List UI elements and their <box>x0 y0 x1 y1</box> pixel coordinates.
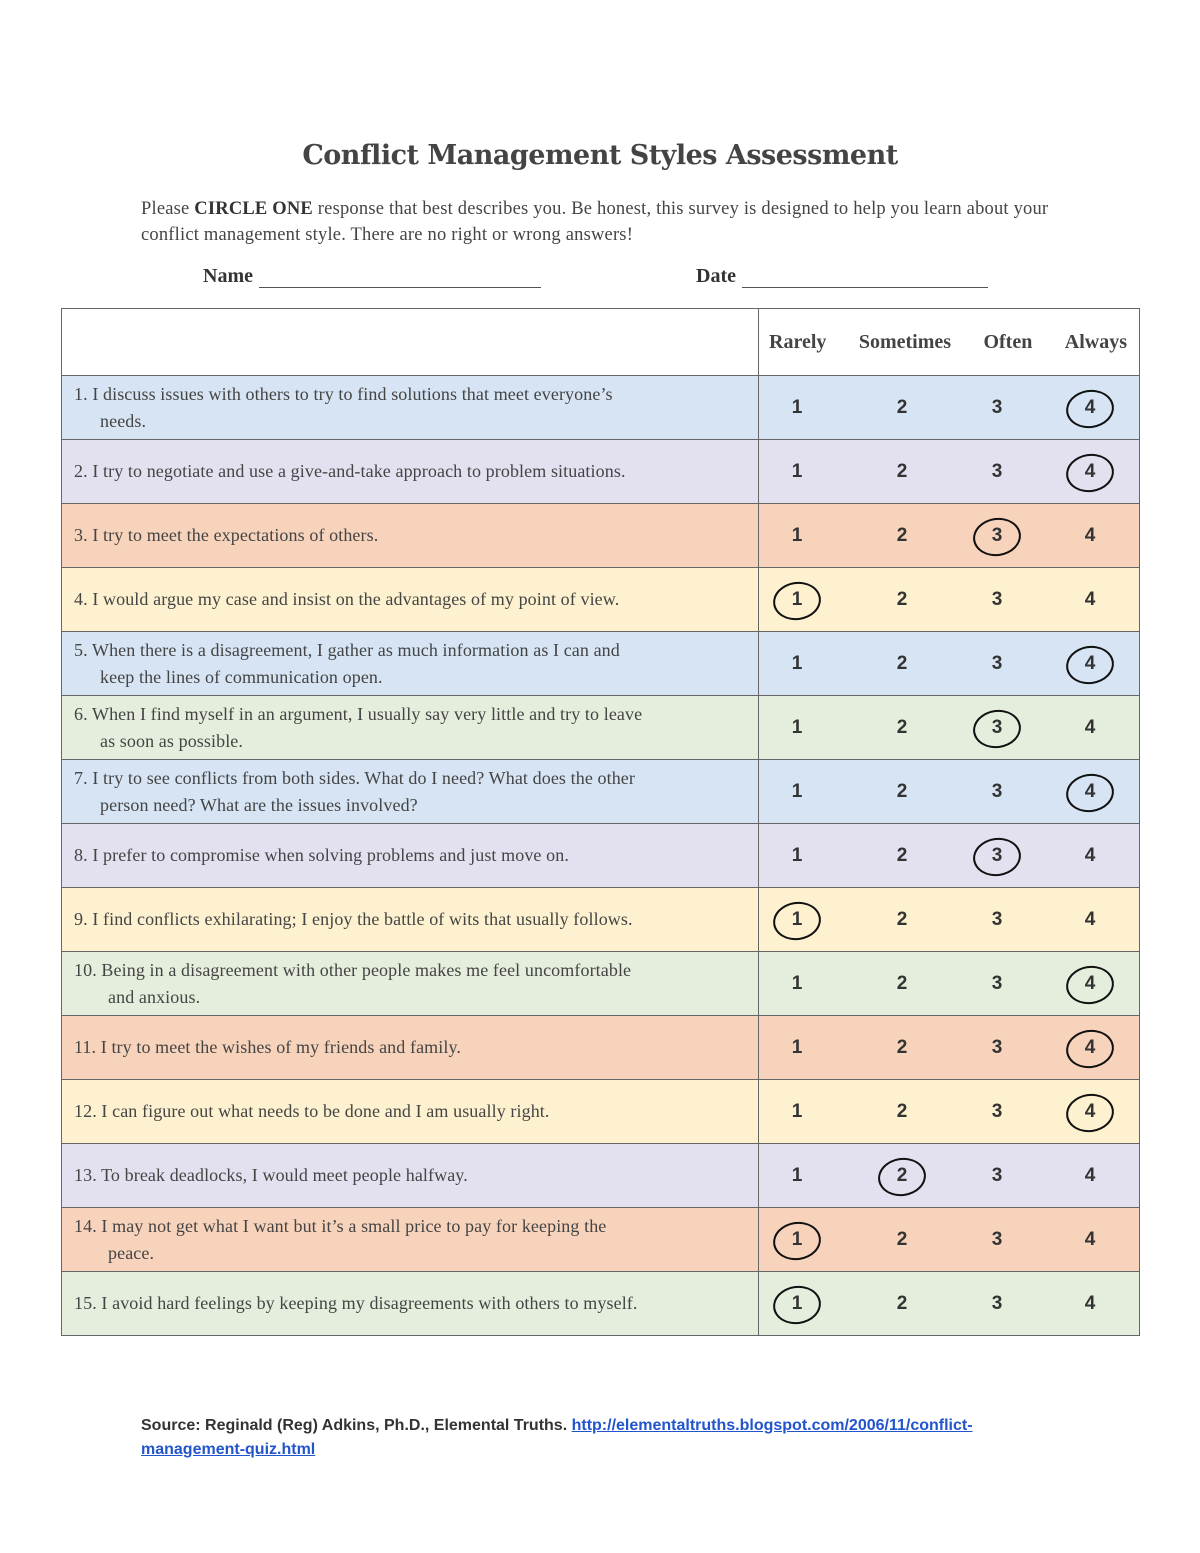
statement-text <box>74 525 378 545</box>
response-value: 3 <box>991 1100 1003 1122</box>
response-option-1[interactable] <box>759 1028 835 1068</box>
option-header-rarely: Rarely <box>769 330 827 353</box>
table-row <box>62 376 1140 440</box>
response-option-3[interactable] <box>969 1028 1025 1068</box>
response-option-4[interactable] <box>1025 516 1155 556</box>
statement-number: 15. <box>74 1293 97 1313</box>
response-value: 2 <box>896 460 908 482</box>
statement-line1: When I find myself in an argument, I usually say very little and try to leave <box>91 703 643 724</box>
response-value: 3 <box>991 908 1003 930</box>
response-value: 1 <box>791 460 803 482</box>
response-value: 4 <box>1084 1292 1096 1314</box>
response-option-3[interactable] <box>969 388 1025 428</box>
response-option-4[interactable] <box>1025 644 1155 684</box>
response-option-2[interactable] <box>835 1092 969 1132</box>
response-value: 4 <box>1084 1036 1096 1058</box>
hand-drawn-circle-mark <box>1064 450 1117 494</box>
hand-drawn-circle-mark <box>1064 1026 1117 1070</box>
response-value: 2 <box>896 716 908 738</box>
name-field[interactable] <box>203 265 541 288</box>
statement-cell <box>62 952 759 1016</box>
response-option-3[interactable] <box>969 772 1025 812</box>
statement-text <box>74 589 619 609</box>
statement-line1: I try to see conflicts from both sides. What do I need? What does the other <box>92 767 635 788</box>
response-value: 4 <box>1084 908 1096 930</box>
response-value: 2 <box>896 1164 908 1186</box>
response-value: 1 <box>791 396 803 418</box>
hand-drawn-circle-mark <box>771 898 824 942</box>
statement-cell <box>62 568 759 632</box>
page-title: Conflict Management Styles Assessment <box>302 140 898 171</box>
intro-post: response that best describes you. Be honest, this survey is designed to help you learn about your conflict management style. There are no right or wrong answers! <box>141 199 1049 245</box>
response-value: 3 <box>991 1164 1003 1186</box>
response-option-2[interactable] <box>835 1284 969 1324</box>
assessment-table <box>61 308 1140 1336</box>
response-value: 2 <box>896 1100 908 1122</box>
response-value: 3 <box>991 1292 1003 1314</box>
statement-line1: I find conflicts exhilarating; I enjoy the battle of wits that usually follows. <box>92 909 633 929</box>
response-value: 4 <box>1084 524 1096 546</box>
response-option-3[interactable] <box>969 1220 1025 1260</box>
response-option-4[interactable] <box>1025 708 1155 748</box>
statement-cell <box>62 1016 759 1080</box>
response-value: 3 <box>991 460 1003 482</box>
date-label: Date <box>696 265 736 287</box>
response-option-1[interactable] <box>759 644 835 684</box>
response-cell <box>759 1272 1140 1336</box>
response-option-2[interactable] <box>835 580 969 620</box>
option-header-often: Often <box>983 330 1033 353</box>
response-value: 4 <box>1084 588 1096 610</box>
response-option-3[interactable] <box>969 516 1025 556</box>
response-value: 1 <box>791 1292 803 1314</box>
response-option-2[interactable] <box>835 772 969 812</box>
table-row <box>62 952 1140 1016</box>
response-option-4[interactable] <box>1025 1284 1155 1324</box>
statement-line1: I avoid hard feelings by keeping my disagreements with others to myself. <box>101 1293 638 1313</box>
statement-text <box>74 960 631 980</box>
response-option-4[interactable] <box>1025 964 1155 1004</box>
statement-cell <box>62 1208 759 1272</box>
date-field[interactable] <box>696 265 988 288</box>
response-value: 1 <box>791 588 803 610</box>
statement-text <box>74 768 635 788</box>
response-option-4[interactable] <box>1025 1092 1155 1132</box>
response-option-1[interactable] <box>759 1092 835 1132</box>
response-value: 1 <box>791 908 803 930</box>
response-option-4[interactable] <box>1025 836 1155 876</box>
hand-drawn-circle-mark <box>771 1218 824 1262</box>
statement-line1: I prefer to compromise when solving problems and just move on. <box>92 845 569 865</box>
hand-drawn-circle-mark <box>1064 962 1117 1006</box>
hand-drawn-circle-mark <box>971 834 1024 878</box>
response-value: 2 <box>896 1036 908 1058</box>
statement-text <box>74 1037 461 1057</box>
response-value: 1 <box>791 780 803 802</box>
statement-line1: I try to meet the expectations of others. <box>92 525 379 545</box>
response-value: 3 <box>991 588 1003 610</box>
response-option-3[interactable] <box>969 1092 1025 1132</box>
statement-cell <box>62 824 759 888</box>
statement-line2: needs. <box>100 410 147 431</box>
response-value: 4 <box>1084 652 1096 674</box>
statement-line1: I try to meet the wishes of my friends and family. <box>100 1037 461 1057</box>
statement-text <box>74 461 626 481</box>
response-option-4[interactable] <box>1025 452 1155 492</box>
statement-line2: peace. <box>108 1242 155 1263</box>
intro-pre: Please <box>141 199 195 219</box>
statement-cell <box>62 1080 759 1144</box>
statement-line2: and anxious. <box>108 986 201 1007</box>
response-option-2[interactable] <box>835 452 969 492</box>
response-value: 2 <box>896 972 908 994</box>
response-value: 2 <box>896 588 908 610</box>
response-option-4[interactable] <box>1025 772 1155 812</box>
statement-text <box>74 1165 468 1185</box>
statement-line1: I may not get what I want but it’s a small price to pay for keeping the <box>101 1215 607 1236</box>
response-option-2[interactable] <box>835 1028 969 1068</box>
option-header-sometimes: Sometimes <box>858 330 952 353</box>
response-cell <box>759 568 1140 632</box>
statement-number: 10. <box>74 959 97 980</box>
statement-text <box>74 1293 638 1313</box>
table-row <box>62 1080 1140 1144</box>
statement-cell <box>62 632 759 696</box>
response-option-2[interactable] <box>835 1156 969 1196</box>
hand-drawn-circle-mark <box>971 706 1024 750</box>
date-blank-line[interactable] <box>742 265 988 288</box>
response-option-2[interactable] <box>835 708 969 748</box>
response-value: 4 <box>1084 716 1096 738</box>
response-value: 3 <box>991 1228 1003 1250</box>
response-option-1[interactable] <box>759 388 835 428</box>
table-row <box>62 1016 1140 1080</box>
source-label: Source: Reginald (Reg) Adkins, Ph.D., Elemental Truths. <box>141 1417 572 1434</box>
option-header-always: Always <box>1064 330 1127 353</box>
response-option-2[interactable] <box>835 516 969 556</box>
response-cell <box>759 824 1140 888</box>
name-label: Name <box>203 265 253 287</box>
response-value: 1 <box>791 1100 803 1122</box>
response-cell <box>759 888 1140 952</box>
response-value: 4 <box>1084 780 1096 802</box>
statement-line1: I would argue my case and insist on the advantages of my point of view. <box>92 589 620 609</box>
response-option-1[interactable] <box>759 836 835 876</box>
response-cell <box>759 696 1140 760</box>
response-cell <box>759 760 1140 824</box>
response-option-4[interactable] <box>1025 1220 1155 1260</box>
response-value: 4 <box>1084 460 1096 482</box>
response-cell <box>759 504 1140 568</box>
statement-cell <box>62 760 759 824</box>
response-value: 4 <box>1084 1228 1096 1250</box>
instructions <box>141 196 1061 248</box>
response-value: 1 <box>791 972 803 994</box>
response-value: 2 <box>896 1292 908 1314</box>
response-option-3[interactable] <box>969 836 1025 876</box>
statement-header <box>62 309 759 376</box>
table-row <box>62 632 1140 696</box>
statement-number: 11. <box>74 1037 97 1057</box>
response-option-2[interactable] <box>835 900 969 940</box>
response-value: 3 <box>991 780 1003 802</box>
response-option-1[interactable] <box>759 1220 835 1260</box>
response-option-3[interactable] <box>969 1284 1025 1324</box>
source-link[interactable]: http://elementaltruths.blogspot.com/2006/11/conflict-management-quiz.html <box>141 1417 973 1458</box>
response-value: 4 <box>1084 396 1096 418</box>
statement-line1: Being in a disagreement with other people makes me feel uncomfortable <box>101 959 632 980</box>
response-value: 2 <box>896 908 908 930</box>
statement-number: 6. <box>74 703 88 724</box>
source-citation <box>141 1414 1061 1462</box>
response-option-1[interactable] <box>759 452 835 492</box>
statement-text <box>74 1216 606 1236</box>
table-row <box>62 1272 1140 1336</box>
response-option-1[interactable] <box>759 580 835 620</box>
response-value: 3 <box>991 844 1003 866</box>
response-value: 3 <box>991 1036 1003 1058</box>
response-value: 4 <box>1084 1164 1096 1186</box>
statement-number: 7. <box>74 767 88 788</box>
intro-emphasis: CIRCLE ONE <box>194 199 313 219</box>
response-option-4[interactable] <box>1025 580 1155 620</box>
statement-number: 9. <box>74 909 88 929</box>
response-value: 1 <box>791 716 803 738</box>
table-row <box>62 568 1140 632</box>
statement-number: 12. <box>74 1101 97 1121</box>
statement-text <box>74 704 642 724</box>
statement-cell <box>62 504 759 568</box>
response-value: 4 <box>1084 1100 1096 1122</box>
table-row <box>62 888 1140 952</box>
hand-drawn-circle-mark <box>971 514 1024 558</box>
statement-cell <box>62 376 759 440</box>
response-value: 2 <box>896 844 908 866</box>
response-cell <box>759 632 1140 696</box>
response-value: 1 <box>791 524 803 546</box>
name-blank-line[interactable] <box>259 265 541 288</box>
response-value: 4 <box>1084 844 1096 866</box>
response-option-3[interactable] <box>969 964 1025 1004</box>
response-value: 3 <box>991 524 1003 546</box>
response-cell <box>759 1080 1140 1144</box>
response-value: 1 <box>791 1164 803 1186</box>
statement-text <box>74 384 613 404</box>
response-option-3[interactable] <box>969 580 1025 620</box>
options-header <box>759 309 1140 376</box>
response-value: 1 <box>791 652 803 674</box>
hand-drawn-circle-mark <box>876 1154 929 1198</box>
statement-line1: I can figure out what needs to be done and I am usually right. <box>101 1101 550 1121</box>
response-cell <box>759 1144 1140 1208</box>
statement-cell <box>62 1272 759 1336</box>
response-value: 1 <box>791 1036 803 1058</box>
response-value: 4 <box>1084 972 1096 994</box>
response-option-1[interactable] <box>759 964 835 1004</box>
statement-number: 4. <box>74 589 88 609</box>
statement-text <box>74 845 569 865</box>
response-cell <box>759 1016 1140 1080</box>
statement-cell <box>62 440 759 504</box>
statement-number: 8. <box>74 845 88 865</box>
statement-number: 5. <box>74 639 88 660</box>
response-option-3[interactable] <box>969 708 1025 748</box>
statement-line1: When there is a disagreement, I gather as much information as I can and <box>91 639 620 660</box>
hand-drawn-circle-mark <box>1064 1090 1117 1134</box>
response-option-1[interactable] <box>759 772 835 812</box>
response-option-4[interactable] <box>1025 388 1155 428</box>
table-row <box>62 504 1140 568</box>
statement-line1: To break deadlocks, I would meet people halfway. <box>101 1165 468 1185</box>
response-value: 1 <box>791 844 803 866</box>
response-option-3[interactable] <box>969 644 1025 684</box>
response-option-1[interactable] <box>759 1284 835 1324</box>
statement-number: 3. <box>74 525 88 545</box>
table-row <box>62 1208 1140 1272</box>
table-row <box>62 440 1140 504</box>
response-value: 2 <box>896 396 908 418</box>
response-option-4[interactable] <box>1025 1028 1155 1068</box>
statement-line1: I try to negotiate and use a give-and-take approach to problem situations. <box>92 461 626 481</box>
table-row <box>62 1144 1140 1208</box>
response-option-1[interactable] <box>759 516 835 556</box>
statement-text <box>74 909 633 929</box>
statement-line2: person need? What are the issues involved? <box>100 794 418 815</box>
statement-cell <box>62 696 759 760</box>
response-value: 2 <box>896 780 908 802</box>
statement-number: 2. <box>74 461 88 481</box>
response-option-4[interactable] <box>1025 900 1155 940</box>
response-option-1[interactable] <box>759 1156 835 1196</box>
response-option-1[interactable] <box>759 900 835 940</box>
response-option-3[interactable] <box>969 900 1025 940</box>
response-cell <box>759 440 1140 504</box>
response-option-4[interactable] <box>1025 1156 1155 1196</box>
statement-number: 1. <box>74 383 88 404</box>
response-option-2[interactable] <box>835 1220 969 1260</box>
statement-text <box>74 640 620 660</box>
response-value: 2 <box>896 1228 908 1250</box>
response-value: 3 <box>991 652 1003 674</box>
response-cell <box>759 1208 1140 1272</box>
statement-line2: as soon as possible. <box>100 730 243 751</box>
response-option-3[interactable] <box>969 452 1025 492</box>
response-option-2[interactable] <box>835 836 969 876</box>
response-option-1[interactable] <box>759 708 835 748</box>
statement-cell <box>62 1144 759 1208</box>
response-option-2[interactable] <box>835 964 969 1004</box>
response-value: 1 <box>791 1228 803 1250</box>
response-value: 3 <box>991 972 1003 994</box>
hand-drawn-circle-mark <box>1064 642 1117 686</box>
response-option-3[interactable] <box>969 1156 1025 1196</box>
statement-number: 13. <box>74 1165 97 1185</box>
statement-line2: keep the lines of communication open. <box>100 666 383 687</box>
statement-text <box>74 1101 550 1121</box>
header-row <box>62 309 1140 376</box>
hand-drawn-circle-mark <box>1064 386 1117 430</box>
response-option-2[interactable] <box>835 644 969 684</box>
response-option-2[interactable] <box>835 388 969 428</box>
table-row <box>62 760 1140 824</box>
hand-drawn-circle-mark <box>771 1282 824 1326</box>
response-cell <box>759 376 1140 440</box>
hand-drawn-circle-mark <box>1064 770 1117 814</box>
response-value: 3 <box>991 716 1003 738</box>
response-value: 2 <box>896 652 908 674</box>
table-row <box>62 824 1140 888</box>
hand-drawn-circle-mark <box>771 578 824 622</box>
response-value: 2 <box>896 524 908 546</box>
statement-number: 14. <box>74 1215 97 1236</box>
response-value: 3 <box>991 396 1003 418</box>
table-row <box>62 696 1140 760</box>
statement-line1: I discuss issues with others to try to find solutions that meet everyone’s <box>92 383 613 404</box>
response-cell <box>759 952 1140 1016</box>
statement-cell <box>62 888 759 952</box>
